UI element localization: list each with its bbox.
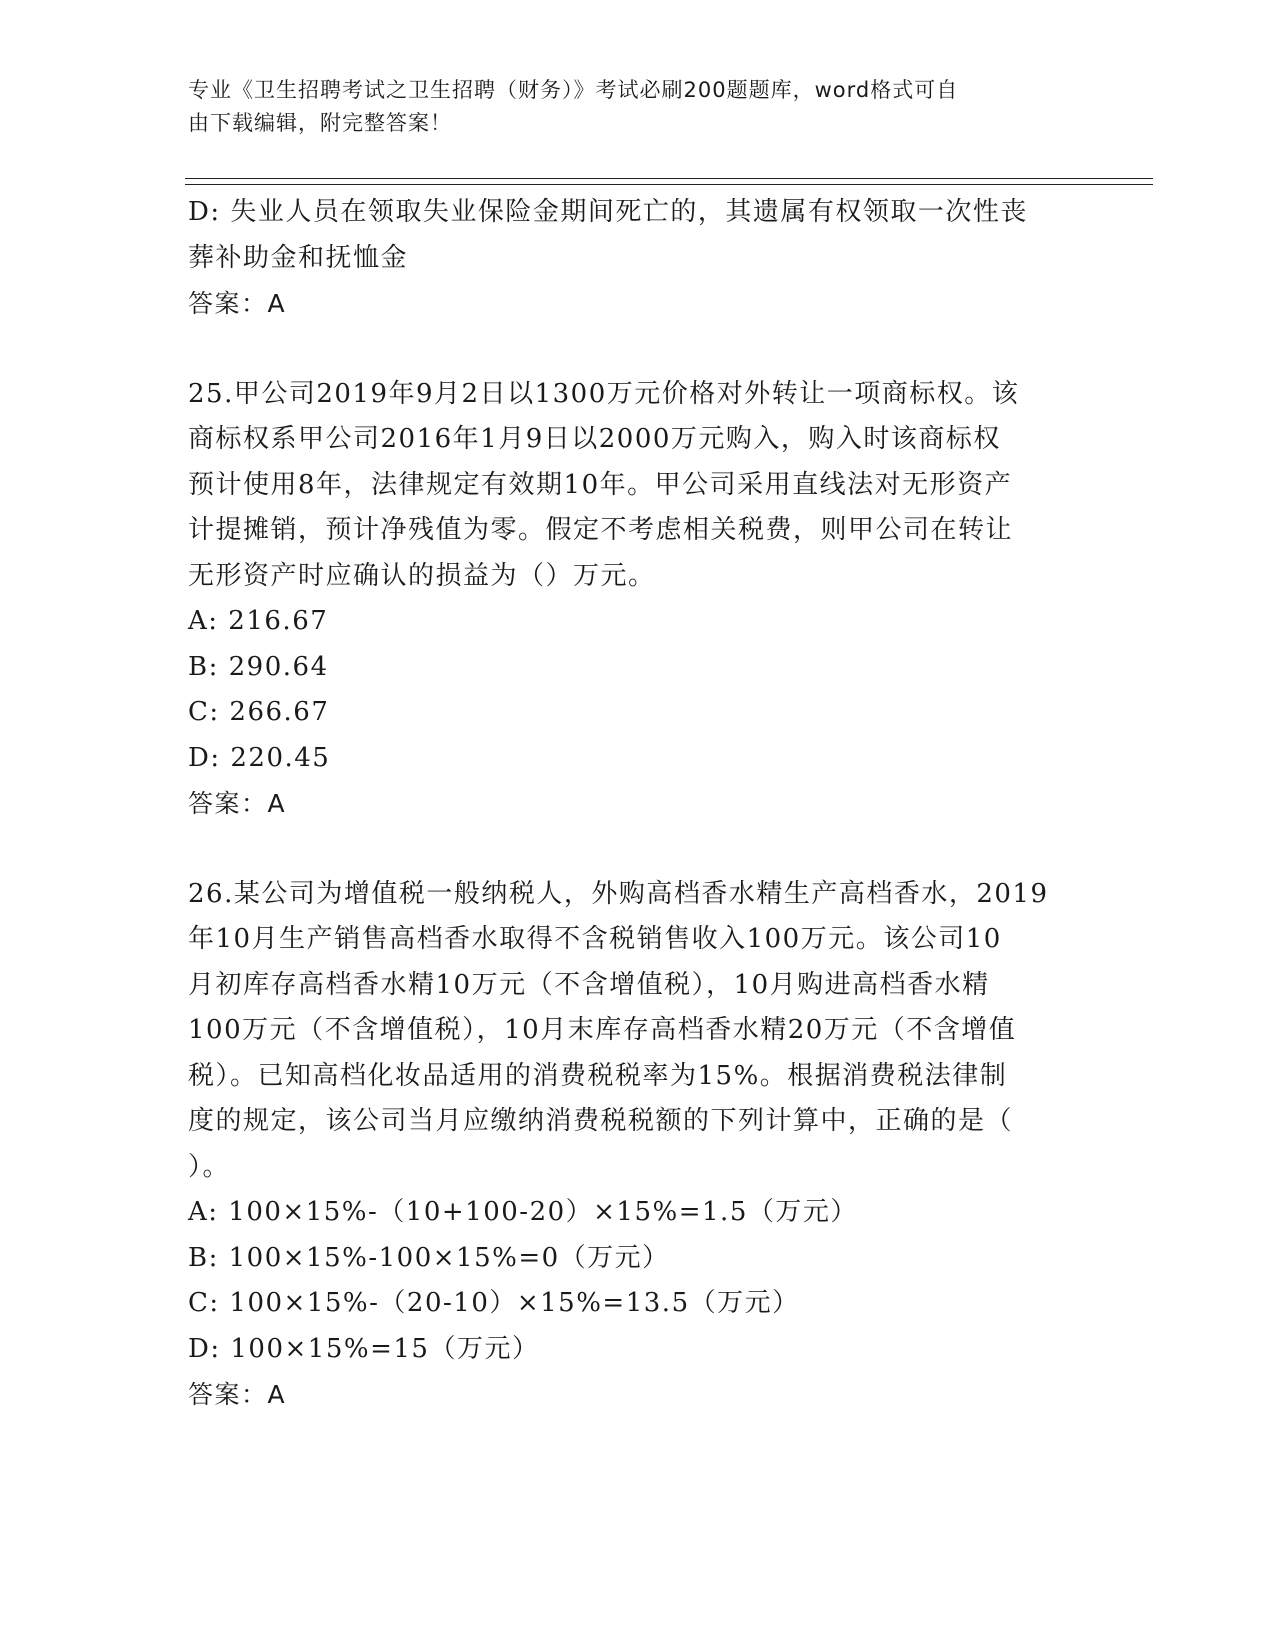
option-d: D: 220.45 <box>188 742 331 773</box>
header-line-2: 由下载编辑，附完整答案！ <box>188 111 452 135</box>
document-body <box>188 190 1078 1418</box>
question-text-line: 商标权系甲公司2016年1月9日以2000万元购入，购入时该商标权 <box>188 424 1001 454</box>
option-c: C: 100×15%-（20-10）×15%=13.5（万元） <box>188 1288 800 1318</box>
document-header <box>188 74 1068 140</box>
question-text-line: 预计使用8年，法律规定有效期10年。甲公司采用直线法对无形资产 <box>188 469 1013 500</box>
question-text-line: ）。 <box>188 1151 231 1182</box>
question-text-line: 26.某公司为增值税一般纳税人，外购高档香水精生产高档香水，2019 <box>188 878 1049 909</box>
answer-line: 答案：A <box>188 289 287 318</box>
header-divider-bottom <box>185 184 1153 185</box>
question-text-line: 年10月生产销售高档香水取得不含税销售收入100万元。该公司10 <box>188 924 1002 954</box>
question-25 <box>188 372 1078 827</box>
question-26 <box>188 872 1078 1418</box>
option-c: C: 266.67 <box>188 697 330 727</box>
question-text-line: 计提摊销，预计净残值为零。假定不考虑相关税费，则甲公司在转让 <box>188 515 1014 545</box>
header-divider-top <box>185 178 1153 179</box>
question-text-line: 25.甲公司2019年9月2日以1300万元价格对外转让一项商标权。该 <box>188 378 1020 409</box>
question-text-line: 度的规定，该公司当月应缴纳消费税税额的下列计算中，正确的是（ <box>188 1106 1014 1136</box>
question-text-line: 无形资产时应确认的损益为（）万元。 <box>188 560 656 591</box>
previous-question-tail <box>188 190 1078 327</box>
option-a: A: 100×15%-（10+100-20）×15%=1.5（万元） <box>188 1197 858 1227</box>
header-line-1: 专业《卫生招聘考试之卫生招聘（财务）》考试必刷200题题库，word格式可自 <box>188 78 959 102</box>
question-text-line: 月初库存高档香水精10万元（不含增值税），10月购进高档香水精 <box>188 969 990 1000</box>
answer-line: 答案：A <box>188 789 287 818</box>
option-d: D: 100×15%=15（万元） <box>188 1333 540 1364</box>
question-text-line: 100万元（不含增值税），10月末库存高档香水精20万元（不含增值 <box>188 1015 1017 1045</box>
option-b: B: 100×15%-100×15%=0（万元） <box>188 1242 670 1273</box>
question-text-line: 税）。已知高档化妆品适用的消费税税率为15%。根据消费税法律制 <box>188 1060 1008 1091</box>
option-b: B: 290.64 <box>188 651 329 682</box>
answer-line: 答案：A <box>188 1380 287 1409</box>
option-d: D: 失业人员在领取失业保险金期间死亡的，其遗属有权领取一次性丧 <box>188 197 1028 227</box>
option-a: A: 216.67 <box>188 606 329 636</box>
option-d-continued: 葬补助金和抚恤金 <box>188 242 409 273</box>
